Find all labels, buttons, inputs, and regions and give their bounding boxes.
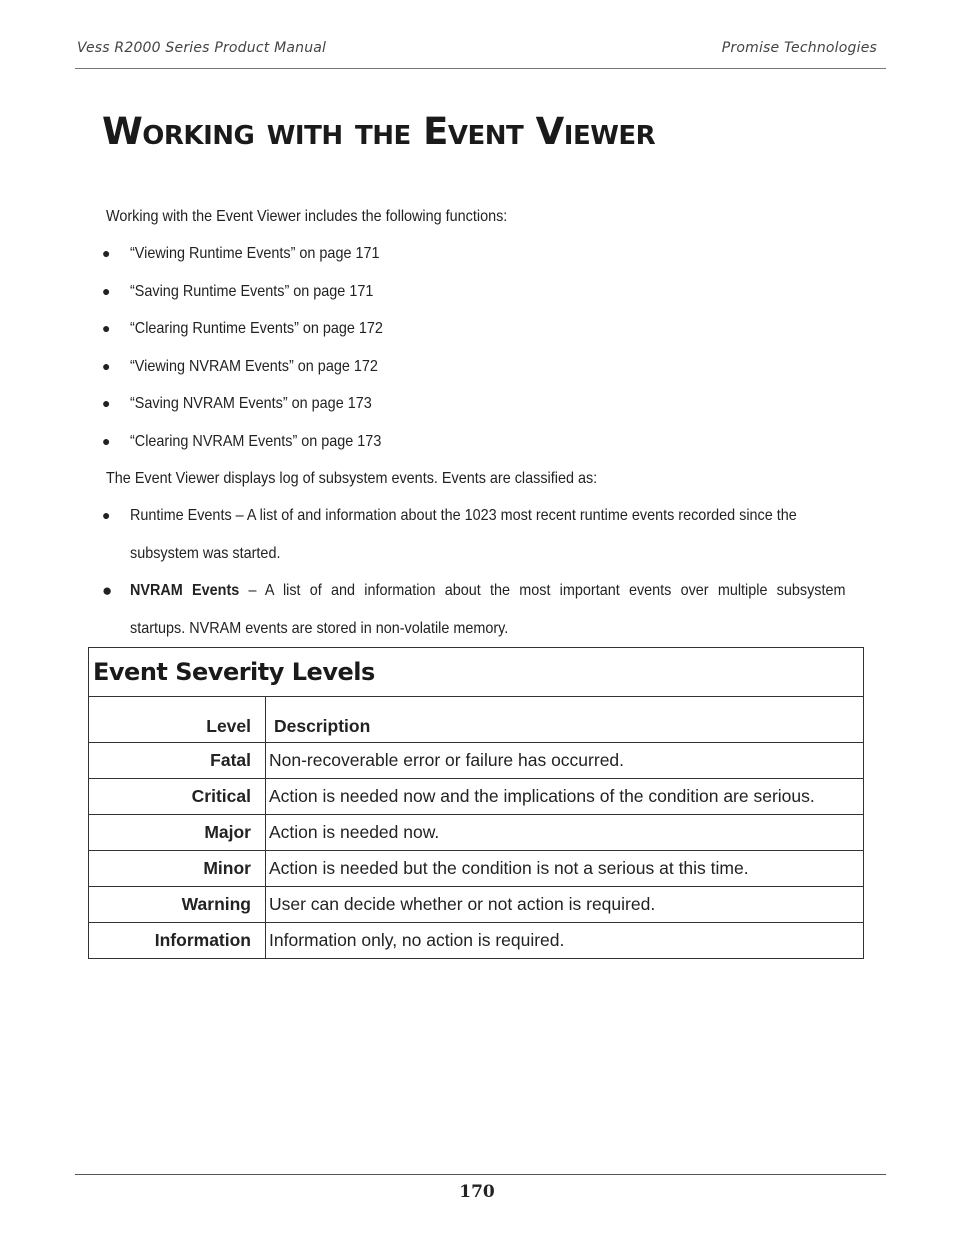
list-item-text: “Saving NVRAM Events” on page 173: [130, 395, 372, 412]
header-company: Promise Technologies: [721, 40, 877, 56]
footer-rule: [75, 1174, 886, 1175]
bullet-icon: ●: [102, 395, 111, 411]
bullet-icon: ●: [102, 357, 111, 374]
list-item-text: “Viewing Runtime Events” on page 171: [130, 245, 380, 262]
table-row: [89, 923, 864, 959]
page-title: Working with the Event Viewer: [102, 110, 656, 153]
severity-level: Information: [89, 923, 266, 959]
table-row: [89, 779, 864, 815]
severity-description: User can decide whether or not action is required.: [266, 887, 864, 923]
severity-table-title: Event Severity Levels: [89, 648, 864, 697]
event-type-nvram: [102, 582, 847, 657]
event-type-desc: – A list of and information about the most important events over multiple subsystem: [239, 582, 846, 599]
classification-intro: The Event Viewer displays log of subsystem events. Events are classified as:: [106, 470, 598, 487]
list-item-text: “Saving Runtime Events” on page 171: [130, 282, 374, 300]
severity-description: Non-recoverable error or failure has occurred.: [266, 743, 864, 779]
page-number: 170: [459, 1182, 495, 1202]
table-row: [89, 743, 864, 779]
event-type-name: NVRAM Events: [130, 582, 240, 599]
severity-table: [88, 647, 864, 959]
bullet-icon: ●: [102, 507, 111, 523]
severity-level: Critical: [89, 779, 266, 815]
column-header-description: Description: [266, 697, 864, 743]
bullet-icon: ●: [102, 282, 111, 299]
table-row: [89, 815, 864, 851]
header-manual-title: Vess R2000 Series Product Manual: [77, 40, 327, 56]
table-header-row: [89, 697, 864, 743]
list-item-text: “Clearing Runtime Events” on page 172: [130, 320, 383, 337]
severity-description: Information only, no action is required.: [266, 923, 864, 959]
event-type-text-cont: startups. NVRAM events are stored in non-volatile memory.: [130, 619, 509, 637]
list-item-text: “Clearing NVRAM Events” on page 173: [130, 432, 382, 450]
bullet-icon: ●: [102, 320, 111, 336]
severity-level: Warning: [89, 887, 266, 923]
table-row: [89, 851, 864, 887]
severity-description: Action is needed now and the implications of the condition are serious.: [266, 779, 864, 815]
table-row: [89, 887, 864, 923]
bullet-icon: ●: [102, 581, 113, 600]
bullet-icon: ●: [102, 432, 111, 449]
event-type-runtime: [102, 507, 847, 582]
event-type-text: [130, 582, 846, 600]
severity-description: Action is needed but the condition is not a serious at this time.: [266, 851, 864, 887]
severity-level: Major: [89, 815, 266, 851]
severity-level: Fatal: [89, 743, 266, 779]
column-header-level: Level: [89, 697, 266, 743]
severity-description: Action is needed now.: [266, 815, 864, 851]
intro-text: Working with the Event Viewer includes the following functions:: [106, 208, 508, 225]
bullet-icon: ●: [102, 245, 111, 261]
list-item-text: “Viewing NVRAM Events” on page 172: [130, 357, 378, 375]
severity-level: Minor: [89, 851, 266, 887]
event-type-text-cont: subsystem was started.: [130, 544, 281, 562]
event-type-text: Runtime Events – A list of and information about the 1023 most recent runtime events recorded since the: [130, 507, 797, 524]
header-rule: [75, 68, 886, 69]
